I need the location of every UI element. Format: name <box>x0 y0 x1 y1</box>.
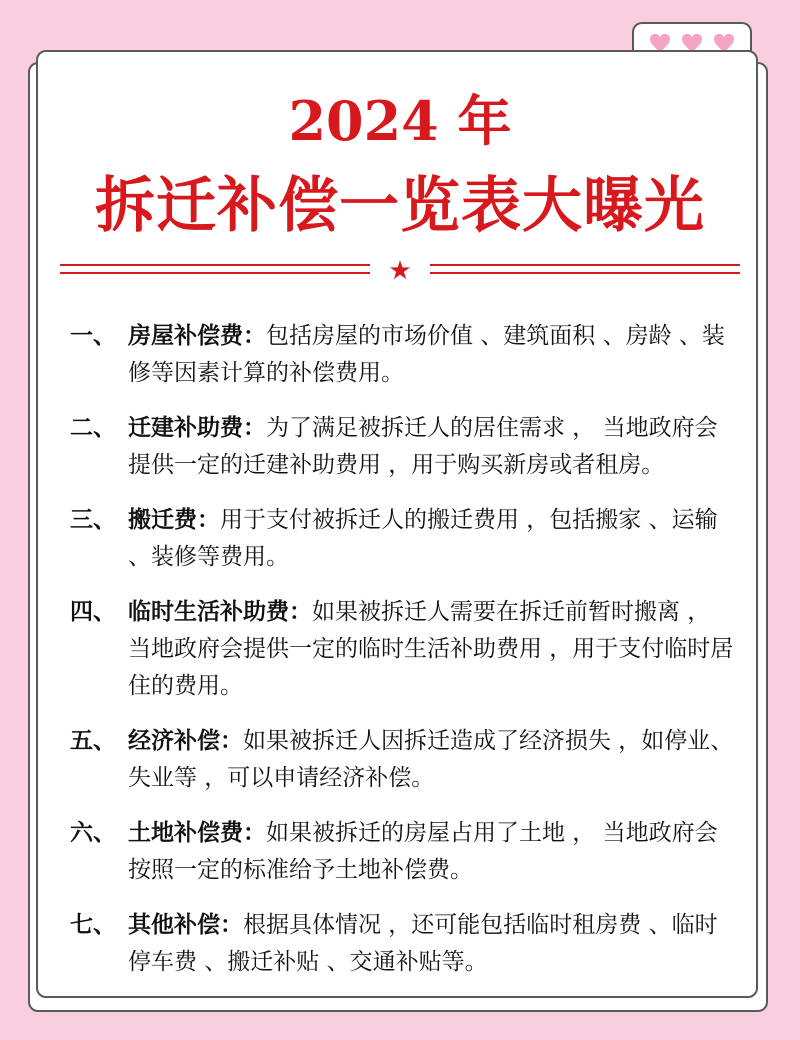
list-item <box>70 594 740 705</box>
item-label: 搬迁费： <box>128 507 220 533</box>
item-label: 土地补偿费： <box>128 820 266 846</box>
list-item <box>70 907 740 981</box>
star-icon: ★ <box>388 256 412 286</box>
divider-line <box>430 264 740 266</box>
title-divider <box>60 258 740 284</box>
list-item <box>70 723 740 797</box>
item-label: 迁建补助费： <box>128 415 266 441</box>
item-number: 五、 <box>70 728 116 754</box>
item-number: 三、 <box>70 507 116 533</box>
item-text: 如果被拆迁人需要在拆迁前暂时搬离 ， 当地政府会提供一定的临时生活补助费用 ，用于支付临时居住的费用。 <box>128 599 734 699</box>
divider-line <box>430 272 740 274</box>
item-number: 六、 <box>70 820 116 846</box>
list-item <box>70 502 740 576</box>
list-item <box>70 318 740 392</box>
divider-line <box>60 264 370 266</box>
item-label: 房屋补偿费： <box>128 323 266 349</box>
list-item <box>70 410 740 484</box>
title-main: 拆迁补偿一览表大曝光 <box>95 171 705 241</box>
item-text: 为了满足被拆迁人的居住需求 ， 当地政府会提供一定的迁建补助费用 ，用于购买新房或者租房。 <box>128 415 718 478</box>
item-label: 临时生活补助费： <box>128 599 312 625</box>
item-text: 包括房屋的市场价值 、建筑面积 、房龄 、装修等因素计算的补偿费用。 <box>128 323 725 386</box>
item-number: 四、 <box>70 599 116 625</box>
item-number: 七、 <box>70 912 116 938</box>
item-text: 如果被拆迁人因拆迁造成了经济损失 ，如停业、失业等 ，可以申请经济补偿。 <box>128 728 734 791</box>
item-text: 用于支付被拆迁人的搬迁费用 ，包括搬家 、运输 、装修等费用。 <box>128 507 718 570</box>
divider-line <box>60 272 370 274</box>
item-text: 根据具体情况 ，还可能包括临时租房费 、临时停车费 、搬迁补贴 、交通补贴等。 <box>128 912 718 975</box>
item-number: 一、 <box>70 323 116 349</box>
list-item <box>70 815 740 889</box>
title-year: 2024 年 <box>288 89 512 153</box>
compensation-list <box>70 318 740 999</box>
item-label: 其他补偿： <box>128 912 243 938</box>
item-text: 如果被拆迁的房屋占用了土地 ， 当地政府会按照一定的标准给予土地补偿费。 <box>128 820 718 883</box>
item-label: 经济补偿： <box>128 728 243 754</box>
item-number: 二、 <box>70 415 116 441</box>
